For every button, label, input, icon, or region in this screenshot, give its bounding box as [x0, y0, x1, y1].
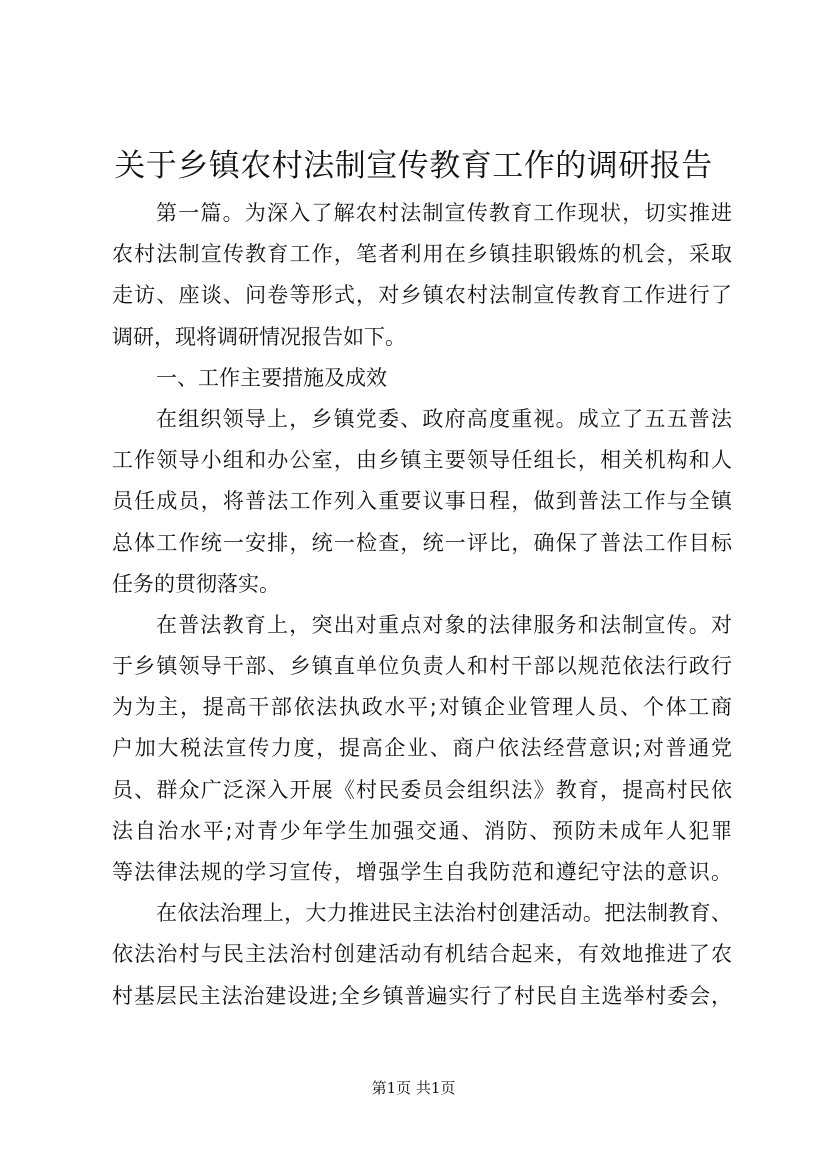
body-line: 在组织领导上，乡镇党委、政府高度重视。成立了五五普法: [156, 406, 732, 431]
body-line: 为为主，提高干部依法执政水平;对镇企业管理人员、个体工商: [112, 695, 732, 720]
body-line: 调研，现将调研情况报告如下。: [112, 324, 406, 349]
body-line: 工作领导小组和办公室，由乡镇主要领导任组长，相关机构和人: [112, 448, 732, 473]
body-line: 在依法治理上，大力推进民主法治村创建活动。把法制教育、: [156, 901, 732, 926]
document-title: 关于乡镇农村法制宣传教育工作的调研报告: [114, 148, 713, 184]
body-line: 于乡镇领导干部、乡镇直单位负责人和村干部以规范依法行政行: [112, 654, 732, 679]
body-line: 法自治水平;对青少年学生加强交通、消防、预防未成年人犯罪: [112, 818, 732, 843]
section-heading: 一、工作主要措施及成效: [156, 365, 387, 390]
body-line: 员、群众广泛深入开展《村民委员会组织法》教育，提高村民依: [112, 777, 732, 802]
body-line: 依法治村与民主法治村创建活动有机结合起来，有效地推进了农: [112, 942, 732, 967]
body-line: 户加大税法宣传力度，提高企业、商户依法经营意识;对普通党: [112, 736, 732, 761]
page-number-footer: 第1页 共1页: [371, 1079, 456, 1097]
body-line: 总体工作统一安排，统一检查，统一评比，确保了普法工作目标: [112, 530, 732, 555]
body-line: 在普法教育上，突出对重点对象的法律服务和法制宣传。对: [156, 612, 732, 637]
body-line: 村基层民主法治建设进;全乡镇普遍实行了村民自主选举村委会，: [112, 983, 732, 1008]
document-body: [112, 193, 732, 1017]
body-line: 等法律法规的学习宣传，增强学生自我防范和遵纪守法的意识。: [112, 860, 732, 884]
body-line: 员任成员，将普法工作列入重要议事日程，做到普法工作与全镇: [112, 489, 732, 514]
body-line: 第一篇。为深入了解农村法制宣传教育工作现状，切实推进: [156, 201, 732, 225]
body-line: 农村法制宣传教育工作，笔者利用在乡镇挂职锻炼的机会，采取: [112, 242, 732, 267]
body-line: 任务的贯彻落实。: [112, 571, 280, 596]
body-line: 走访、座谈、问卷等形式，对乡镇农村法制宣传教育工作进行了: [112, 283, 732, 308]
